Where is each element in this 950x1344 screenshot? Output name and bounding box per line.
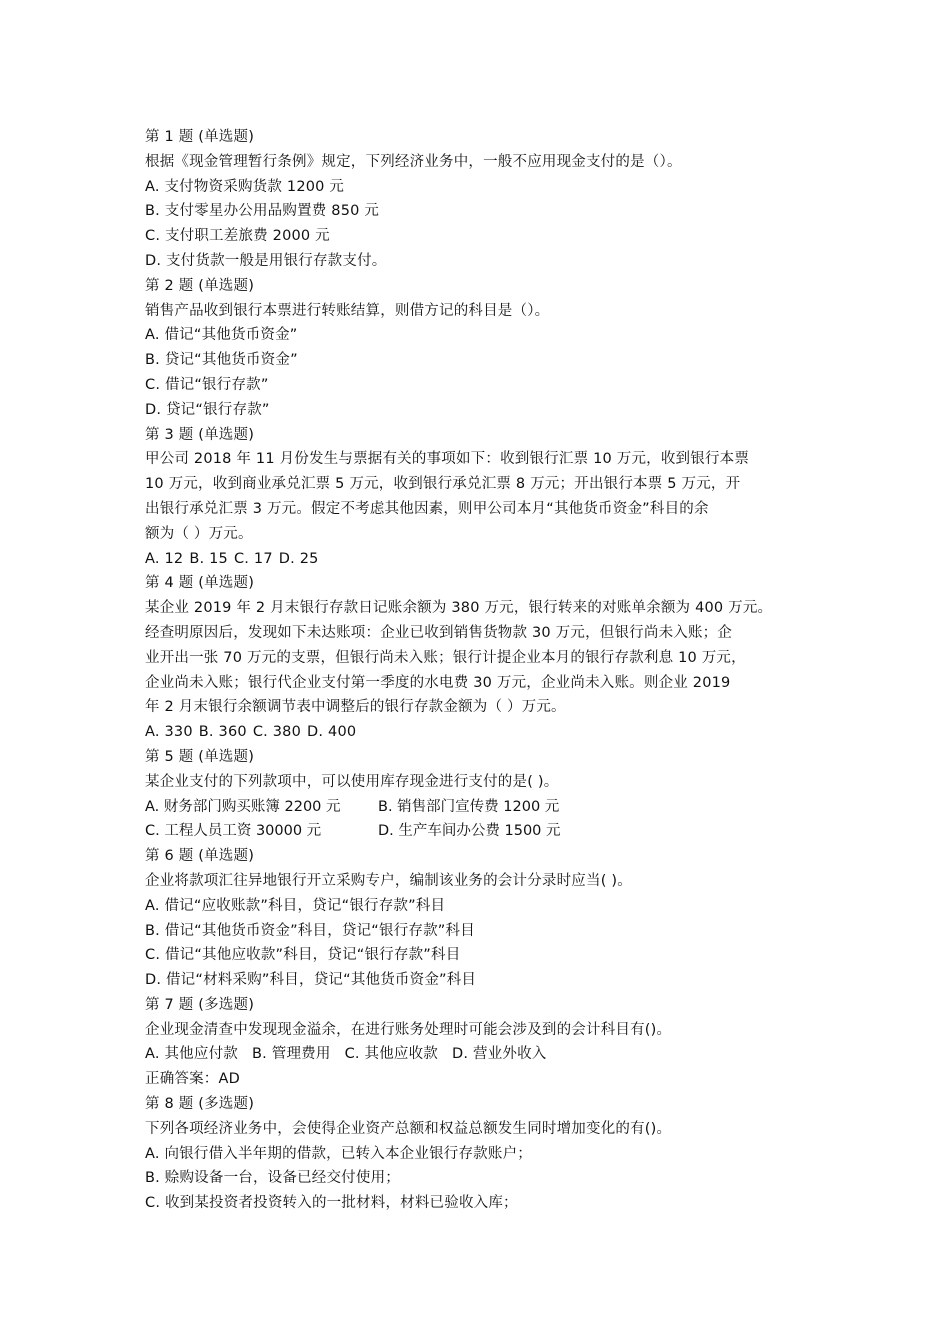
q3-options — [145, 547, 825, 572]
q4-stem-line: 某企业 2019 年 2 月末银行存款日记账余额为 380 万元，银行转来的对账单余额为 400 万元。 — [145, 600, 773, 617]
q5-option-d: D. 生产车间办公费 1500 元 — [378, 823, 561, 840]
q6-option-b: B. 借记“其他货币资金”科目，贷记“银行存款”科目 — [145, 922, 475, 939]
q3-option-a: A. 12 — [145, 550, 184, 567]
q8-stem: 下列各项经济业务中，会使得企业资产总额和权益总额发生同时增加变化的有()。 — [145, 1120, 672, 1137]
q5-stem: 某企业支付的下列款项中，可以使用库存现金进行支付的是( )。 — [145, 773, 559, 790]
q4-option-b: B. 360 — [198, 724, 247, 741]
q3-stem-line: 出银行承兑汇票 3 万元。假定不考虑其他因素，则甲公司本月“其他货币资金”科目的余 — [145, 500, 709, 517]
q5-options-row — [145, 819, 825, 844]
q4-options — [145, 720, 825, 745]
q3-stem-line: 额为（ ）万元。 — [145, 525, 253, 542]
q7-header: 第 7 题 (多选题) — [145, 996, 255, 1013]
q3-option-b: B. 15 — [189, 550, 228, 567]
q7-option-a: A. 其他应付款 — [145, 1046, 238, 1063]
q8-option-c: C. 收到某投资者投资转入的一批材料，材料已验收入库； — [145, 1195, 518, 1212]
q6-header: 第 6 题 (单选题) — [145, 848, 255, 865]
q4-option-a: A. 330 — [145, 724, 193, 741]
q5-option-a: A. 财务部门购买账簿 2200 元 — [145, 798, 341, 815]
q1-stem: 根据《现金管理暂行条例》规定，下列经济业务中，一般不应用现金支付的是（）。 — [145, 153, 682, 170]
q7-option-b: B. 管理费用 — [251, 1046, 331, 1063]
q5-option-c: C. 工程人员工资 30000 元 — [145, 823, 322, 840]
q8-option-a: A. 向银行借入半年期的借款，已转入本企业银行存款账户； — [145, 1145, 532, 1162]
q1-option-a: A. 支付物资采购货款 1200 元 — [145, 178, 345, 195]
q8-option-b: B. 赊购设备一台，设备已经交付使用； — [145, 1170, 400, 1187]
q8-header: 第 8 题 (多选题) — [145, 1096, 255, 1113]
q3-option-c: C. 17 — [233, 550, 273, 567]
q6-option-a: A. 借记“应收账款”科目，贷记“银行存款”科目 — [145, 897, 446, 914]
q3-stem-line: 10 万元，收到商业承兑汇票 5 万元，收到银行承兑汇票 8 万元；开出银行本票 5 万元，开 — [145, 476, 741, 493]
q3-option-d: D. 25 — [278, 550, 319, 567]
q1-option-b: B. 支付零星办公用品购置费 850 元 — [145, 203, 380, 220]
question-list — [145, 125, 825, 1216]
q1-option-d: D. 支付货款一般是用银行存款支付。 — [145, 252, 387, 269]
q4-stem-line: 业开出一张 70 万元的支票，但银行尚未入账；银行计提企业本月的银行存款利息 10 万元， — [145, 649, 746, 666]
q7-option-c: C. 其他应收款 — [344, 1046, 439, 1063]
q6-option-c: C. 借记“其他应收款”科目，贷记“银行存款”科目 — [145, 947, 461, 964]
q7-stem: 企业现金清查中发现现金溢余，在进行账务处理时可能会涉及到的会计科目有()。 — [145, 1021, 672, 1038]
q4-option-c: C. 380 — [252, 724, 302, 741]
q4-option-d: D. 400 — [307, 724, 357, 741]
q7-answer: 正确答案：AD — [145, 1071, 240, 1088]
q5-option-b: B. 销售部门宣传费 1200 元 — [378, 798, 560, 815]
q4-stem-line: 企业尚未入账；银行代企业支付第一季度的水电费 30 万元，企业尚未入账。则企业 2019 — [145, 674, 731, 691]
q2-header: 第 2 题 (单选题) — [145, 277, 255, 294]
q6-option-d: D. 借记“材料采购”科目，贷记“其他货币资金”科目 — [145, 972, 477, 989]
q4-stem-line: 经查明原因后，发现如下未达账项：企业已收到销售货物款 30 万元，但银行尚未入账；企 — [145, 624, 733, 641]
q7-option-d: D. 营业外收入 — [452, 1046, 547, 1063]
q4-stem-line: 年 2 月末银行余额调节表中调整后的银行存款金额为（ ）万元。 — [145, 699, 566, 716]
q5-header: 第 5 题 (单选题) — [145, 748, 255, 765]
q4-header: 第 4 题 (单选题) — [145, 575, 255, 592]
q7-options — [145, 1042, 825, 1067]
q3-stem-line: 甲公司 2018 年 11 月份发生与票据有关的事项如下：收到银行汇票 10 万元，收到银行本票 — [145, 451, 750, 468]
q2-option-c: C. 借记“银行存款” — [145, 376, 269, 393]
q2-stem: 销售产品收到银行本票进行转账结算，则借方记的科目是（）。 — [145, 302, 550, 319]
q5-options-row — [145, 795, 825, 820]
q1-option-c: C. 支付职工差旅费 2000 元 — [145, 228, 330, 245]
q2-option-b: B. 贷记“其他货币资金” — [145, 352, 298, 369]
q1-header: 第 1 题 (单选题) — [145, 129, 255, 145]
q2-option-a: A. 借记“其他货币资金” — [145, 327, 298, 344]
q2-option-d: D. 贷记“银行存款” — [145, 401, 270, 418]
q3-header: 第 3 题 (单选题) — [145, 426, 255, 443]
q6-stem: 企业将款项汇往异地银行开立采购专户，编制该业务的会计分录时应当( )。 — [145, 872, 632, 889]
